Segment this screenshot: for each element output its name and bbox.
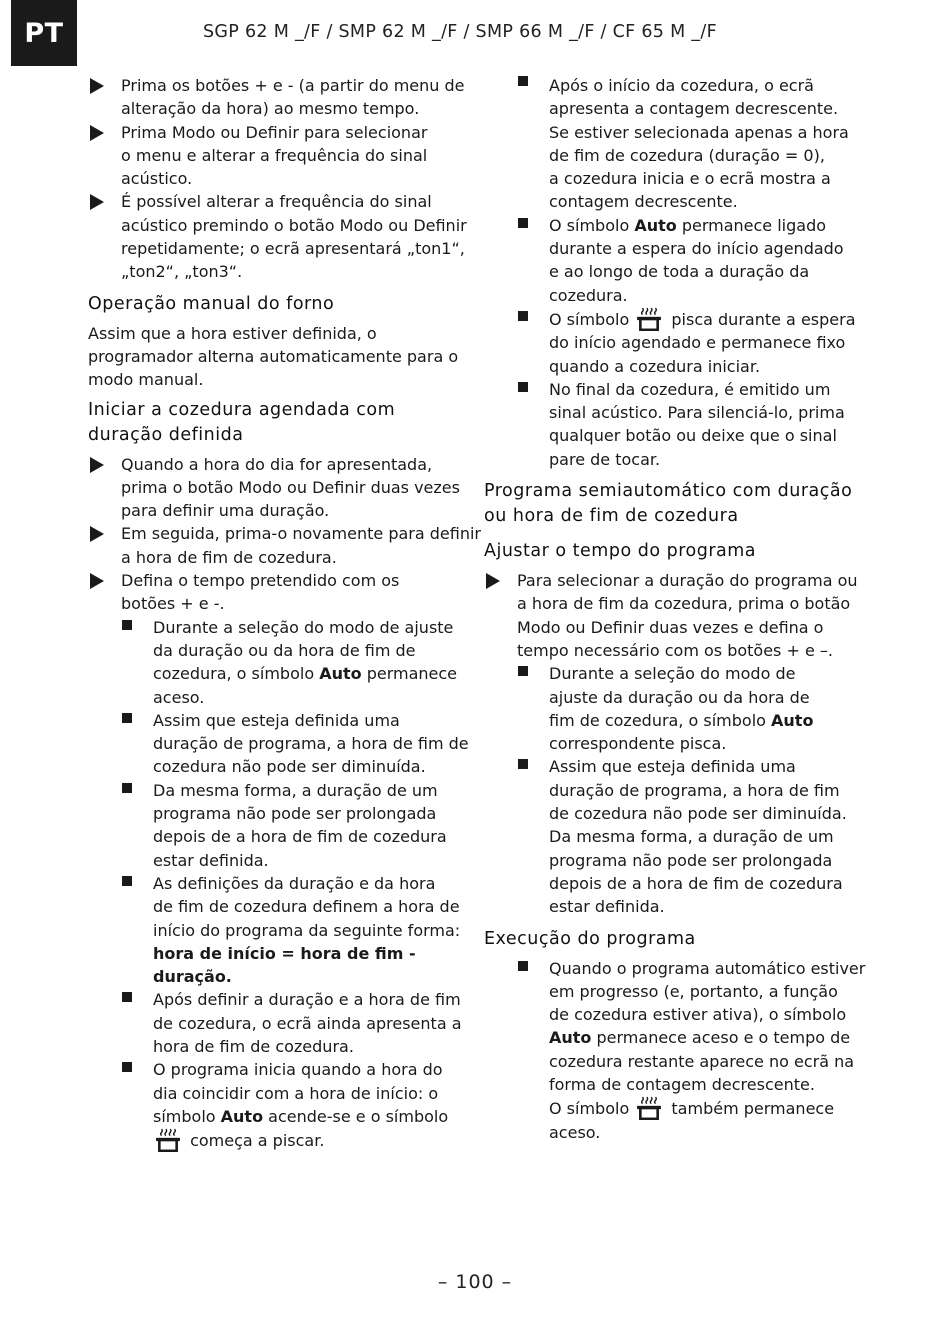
heading-line: duração definida <box>88 424 244 445</box>
text-line: em progresso (e, portanto, a função <box>549 981 838 1001</box>
text-line: hora de fim de cozedura. <box>153 1036 354 1056</box>
text-line: pare de tocar. <box>549 449 661 469</box>
text-line: da duração ou da hora de fim de <box>153 640 416 660</box>
text-line: alteração da hora) ao mesmo tempo. <box>121 99 420 119</box>
triangle-bullet-icon <box>90 78 104 94</box>
note-item <box>549 662 864 755</box>
text-span: permanece <box>361 664 458 684</box>
text-line: programa não pode ser prolongada <box>153 804 437 824</box>
note-item <box>153 779 466 872</box>
note-item <box>153 616 466 709</box>
note-list <box>484 957 864 1144</box>
text-line <box>549 1026 864 1049</box>
page-number: – 100 – <box>437 1271 513 1293</box>
text-line <box>153 662 466 685</box>
square-bullet-icon <box>122 713 132 723</box>
text-span: cozedura, o símbolo <box>153 664 320 684</box>
text-span: acende-se e o símbolo <box>263 1106 449 1126</box>
text-line: ajuste da duração ou da hora de <box>549 687 810 707</box>
text-line: de fim de cozedura (duração = 0), <box>549 145 825 165</box>
note-item <box>549 74 864 214</box>
formula-line <box>153 942 466 965</box>
formula-line <box>153 965 466 988</box>
text-line: As definições da duração e da hora <box>153 873 436 893</box>
text-line <box>153 1105 466 1128</box>
text-span: também permanece <box>666 1099 835 1119</box>
text-line: modo manual. <box>88 370 204 390</box>
text-line: Da mesma forma, a duração de um <box>549 827 834 847</box>
text-line: e ao longo de toda a duração da <box>549 262 810 282</box>
page-header-title: SGP 62 M _/F / SMP 62 M _/F / SMP 66 M _/F / CF 65 M _/F <box>203 22 717 42</box>
text-line: de cozedura, o ecrã ainda apresenta a <box>153 1013 462 1033</box>
section-heading-semiautomatic <box>484 479 864 529</box>
text-line: tempo necessário com os botões + e –. <box>517 640 833 660</box>
text-line <box>549 1096 864 1120</box>
text-line: Modo ou Definir duas vezes e defina o <box>517 617 824 637</box>
square-bullet-icon <box>518 961 528 971</box>
text-line: estar definida. <box>153 850 269 870</box>
text-line: acústico. <box>121 169 193 189</box>
triangle-bullet-icon <box>90 457 104 473</box>
text-line: forma de contagem decrescente. <box>549 1074 815 1094</box>
note-item <box>153 1058 466 1152</box>
text-line: repetidamente; o ecrã apresentará „ton1“, <box>121 239 465 259</box>
heading-line: ou hora de fim de cozedura <box>484 506 739 527</box>
text-line: cozedura não pode ser diminuída. <box>153 757 426 777</box>
text-line: durante a espera do início agendado <box>549 239 844 259</box>
text-line: do início agendado e permanece fixo <box>549 333 846 353</box>
note-item <box>549 755 864 918</box>
language-code: PT <box>24 17 64 49</box>
right-column <box>484 74 864 1144</box>
text-line: programa não pode ser prolongada <box>549 850 833 870</box>
square-bullet-icon <box>122 1062 132 1072</box>
note-item <box>549 378 864 471</box>
square-bullet-icon <box>518 76 528 86</box>
square-bullet-icon <box>122 992 132 1002</box>
text-line: início do programa da seguinte forma: <box>153 920 461 940</box>
note-list <box>484 662 864 918</box>
auto-symbol-label: Auto <box>634 215 677 235</box>
section-heading-manual: Operação manual do forno <box>88 293 335 314</box>
text-span: pisca durante a espera <box>666 309 856 329</box>
text-line: No final da cozedura, é emitido um <box>549 379 831 399</box>
heading-line: Programa semiautomático com duração <box>484 481 853 502</box>
text-span: símbolo <box>153 1106 221 1126</box>
text-line <box>549 709 864 732</box>
text-line: cozedura. <box>549 285 628 305</box>
text-line: Assim que a hora estiver definida, o <box>88 323 377 343</box>
note-item <box>153 872 466 988</box>
text-line: apresenta a contagem decrescente. <box>549 99 839 119</box>
text-line: Durante a seleção do modo de ajuste <box>153 617 454 637</box>
text-line: Quando a hora do dia for apresentada, <box>121 454 433 474</box>
language-tab <box>11 0 77 66</box>
text-span: começa a piscar. <box>185 1131 325 1151</box>
note-item <box>549 214 864 307</box>
square-bullet-icon <box>518 218 528 228</box>
triangle-bullet-icon <box>90 194 104 210</box>
text-line: a hora de fim de cozedura. <box>121 547 337 567</box>
text-line: cozedura restante aparece no ecrã na <box>549 1051 855 1071</box>
note-item <box>153 709 469 779</box>
text-line: aceso. <box>153 687 205 707</box>
text-line: sinal acústico. Para silenciá-lo, prima <box>549 403 845 423</box>
note-item <box>549 957 864 1144</box>
text-line: Durante a seleção do modo de <box>549 664 796 684</box>
square-bullet-icon <box>122 876 132 886</box>
heading-line: Iniciar a cozedura agendada com <box>88 399 396 420</box>
text-line <box>549 214 864 237</box>
instruction-item <box>88 74 466 121</box>
text-line: Da mesma forma, a duração de um <box>153 780 438 800</box>
text-line <box>549 307 864 331</box>
text-line: de cozedura não pode ser diminuída. <box>549 804 847 824</box>
auto-symbol-label: Auto <box>771 710 814 730</box>
section-heading-execution: Execução do programa <box>484 928 696 949</box>
text-line: programador alterna automaticamente para o <box>88 346 459 366</box>
text-span: O símbolo <box>549 215 635 235</box>
auto-symbol-label: Auto <box>220 1106 264 1126</box>
steaming-pot-icon <box>155 1128 181 1152</box>
text-line: a cozedura inicia e o ecrã mostra a <box>549 169 831 189</box>
text-line: botões + e -. <box>121 594 225 614</box>
text-line: Após o início da cozedura, o ecrã <box>549 76 814 95</box>
left-column <box>88 74 481 1152</box>
text-span: permanece ligado <box>676 215 827 235</box>
auto-symbol-label: Auto <box>549 1028 592 1048</box>
text-line: É possível alterar a frequência do sinal <box>121 192 432 212</box>
text-line: Prima os botões + e - (a partir do menu de <box>121 76 465 95</box>
text-line: Defina o tempo pretendido com os <box>121 571 400 591</box>
steaming-pot-icon <box>636 1096 662 1120</box>
steaming-pot-icon <box>636 307 662 331</box>
text-line: contagem decrescente. <box>549 192 738 212</box>
section-heading-start <box>88 398 466 448</box>
formula-text: duração. <box>153 967 232 987</box>
text-line: Assim que esteja definida uma <box>153 710 400 730</box>
square-bullet-icon <box>518 311 528 321</box>
text-span: permanece aceso e o tempo de <box>591 1028 851 1048</box>
text-line: prima o botão Modo ou Definir duas vezes <box>121 477 460 497</box>
triangle-bullet-icon <box>486 573 500 589</box>
square-bullet-icon <box>518 382 528 392</box>
text-line: o menu e alterar a frequência do sinal <box>121 145 428 165</box>
instruction-item <box>88 121 466 191</box>
text-line: Se estiver selecionada apenas a hora <box>549 122 849 142</box>
triangle-bullet-icon <box>90 125 104 141</box>
manual-paragraph <box>88 322 466 392</box>
text-line: „ton2“, „ton3“. <box>121 262 243 282</box>
note-item <box>153 988 466 1058</box>
instruction-item <box>88 569 466 616</box>
text-line: correspondente pisca. <box>549 734 727 754</box>
text-line: acústico premindo o botão Modo ou Definir <box>121 215 467 235</box>
text-line: estar definida. <box>549 897 665 917</box>
text-line: de fim de cozedura definem a hora de <box>153 897 460 917</box>
section-heading-adjust: Ajustar o tempo do programa <box>484 541 757 562</box>
text-line: de cozedura estiver ativa), o símbolo <box>549 1005 847 1025</box>
text-line: qualquer botão ou deixe que o sinal <box>549 426 837 446</box>
text-span: O símbolo <box>549 309 635 329</box>
text-line: Após definir a duração e a hora de fim <box>153 990 461 1010</box>
text-line: para definir uma duração. <box>121 501 330 521</box>
text-line: depois de a hora de fim de cozedura <box>549 873 843 893</box>
square-bullet-icon <box>122 620 132 630</box>
text-line: quando a cozedura iniciar. <box>549 356 761 376</box>
instruction-item <box>484 569 864 662</box>
note-item <box>549 307 864 378</box>
instruction-item <box>88 522 481 569</box>
formula-text: hora de início = hora de fim - <box>153 943 416 963</box>
text-line: Assim que esteja definida uma <box>549 757 796 777</box>
text-span: O símbolo <box>549 1099 635 1119</box>
text-span: fim de cozedura, o símbolo <box>549 710 772 730</box>
text-line: Para selecionar a duração do programa ou <box>517 571 858 591</box>
text-line: duração de programa, a hora de fim <box>549 780 840 800</box>
text-line: aceso. <box>549 1122 601 1142</box>
text-line: Prima Modo ou Definir para selecionar <box>121 122 428 142</box>
triangle-bullet-icon <box>90 526 104 542</box>
text-line <box>153 1128 466 1152</box>
text-line: Em seguida, prima-o novamente para definir <box>121 524 481 544</box>
text-line: depois de a hora de fim de cozedura <box>153 827 447 847</box>
square-bullet-icon <box>518 666 528 676</box>
triangle-bullet-icon <box>90 573 104 589</box>
square-bullet-icon <box>518 759 528 769</box>
square-bullet-icon <box>122 783 132 793</box>
text-line: a hora de fim da cozedura, prima o botão <box>517 594 851 614</box>
text-line: duração de programa, a hora de fim de <box>153 734 469 754</box>
auto-symbol-label: Auto <box>319 664 362 684</box>
instruction-item <box>88 190 466 283</box>
note-list <box>484 74 864 471</box>
text-line: dia coincidir com a hora de início: o <box>153 1083 439 1103</box>
text-line: Quando o programa automático estiver <box>549 958 866 978</box>
text-line: O programa inicia quando a hora do <box>153 1060 443 1080</box>
instruction-item <box>88 453 466 523</box>
note-list <box>88 616 469 1153</box>
